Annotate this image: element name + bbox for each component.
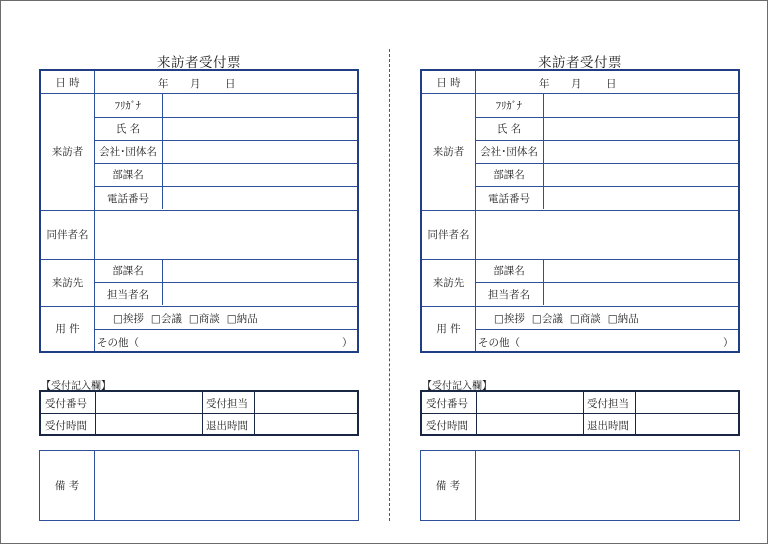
reception-table	[420, 390, 740, 436]
furigana-label: ﾌﾘｶﾞﾅ	[114, 99, 142, 112]
notes-label: 備 考	[435, 480, 461, 492]
visitor-info-table	[420, 69, 740, 353]
form-title: 来訪者受付票	[538, 55, 622, 71]
other-close: ）	[723, 337, 734, 349]
dest-department-label: 部課名	[112, 265, 144, 277]
reception-section-label: 【受付記入欄】	[422, 381, 492, 392]
contact-person-label: 担当者名	[488, 288, 530, 301]
other-label: その他（	[97, 337, 139, 349]
purpose-option: □会議	[531, 313, 563, 325]
reception-section-label: 【受付記入欄】	[41, 381, 111, 392]
purpose-option: □納品	[607, 313, 639, 325]
contact-person-label: 担当者名	[107, 288, 149, 301]
cut-line	[389, 49, 390, 521]
phone-label: 電話番号	[107, 192, 149, 205]
department-label: 部課名	[112, 169, 144, 181]
destination-label: 来訪先	[432, 277, 465, 289]
date-year: 年	[158, 78, 169, 90]
reception-number-label: 受付番号	[45, 398, 87, 410]
other-label: その他（	[478, 337, 520, 349]
reception-staff-label: 受付担当	[587, 398, 629, 410]
date-month: 月	[571, 78, 582, 90]
purpose-options	[113, 311, 265, 326]
reception-table	[39, 390, 359, 436]
date-month: 月	[190, 78, 201, 90]
form-title: 来訪者受付票	[157, 55, 241, 71]
name-label: 氏 名	[496, 123, 522, 135]
reception-staff-label: 受付担当	[206, 398, 248, 410]
department-label: 部課名	[493, 169, 525, 181]
date-label: 日 時	[55, 76, 80, 89]
reception-time-label: 受付時間	[45, 420, 87, 432]
visitor-label: 来訪者	[432, 146, 465, 158]
visitor-info-table	[39, 69, 359, 353]
reception-number-label: 受付番号	[426, 398, 468, 410]
purpose-option: □商談	[188, 313, 220, 325]
date-day: 日	[225, 78, 236, 90]
company-label: 会社･団体名	[99, 146, 157, 158]
purpose-option: □納品	[226, 313, 258, 325]
notes-box	[39, 450, 359, 521]
purpose-options	[494, 311, 646, 326]
name-label: 氏 名	[115, 123, 141, 135]
furigana-label: ﾌﾘｶﾞﾅ	[495, 99, 523, 112]
date-day: 日	[606, 78, 617, 90]
purpose-label: 用 件	[436, 323, 461, 335]
dest-department-label: 部課名	[493, 265, 525, 277]
purpose-option: □挨拶	[494, 313, 525, 325]
exit-time-label: 退出時間	[206, 420, 248, 432]
visitor-label: 来訪者	[51, 146, 84, 158]
companion-label: 同伴者名	[46, 229, 89, 241]
phone-label: 電話番号	[488, 192, 530, 205]
reception-time-label: 受付時間	[426, 420, 468, 432]
date-label: 日 時	[436, 76, 461, 89]
exit-time-label: 退出時間	[587, 420, 629, 432]
notes-box	[420, 450, 740, 521]
purpose-option: □挨拶	[113, 313, 144, 325]
destination-label: 来訪先	[51, 277, 84, 289]
notes-label: 備 考	[54, 480, 80, 492]
companion-label: 同伴者名	[427, 229, 470, 241]
company-label: 会社･団体名	[480, 146, 538, 158]
purpose-label: 用 件	[55, 323, 80, 335]
date-year: 年	[539, 78, 550, 90]
purpose-option: □会議	[150, 313, 182, 325]
other-close: ）	[342, 337, 353, 349]
purpose-option: □商談	[569, 313, 601, 325]
